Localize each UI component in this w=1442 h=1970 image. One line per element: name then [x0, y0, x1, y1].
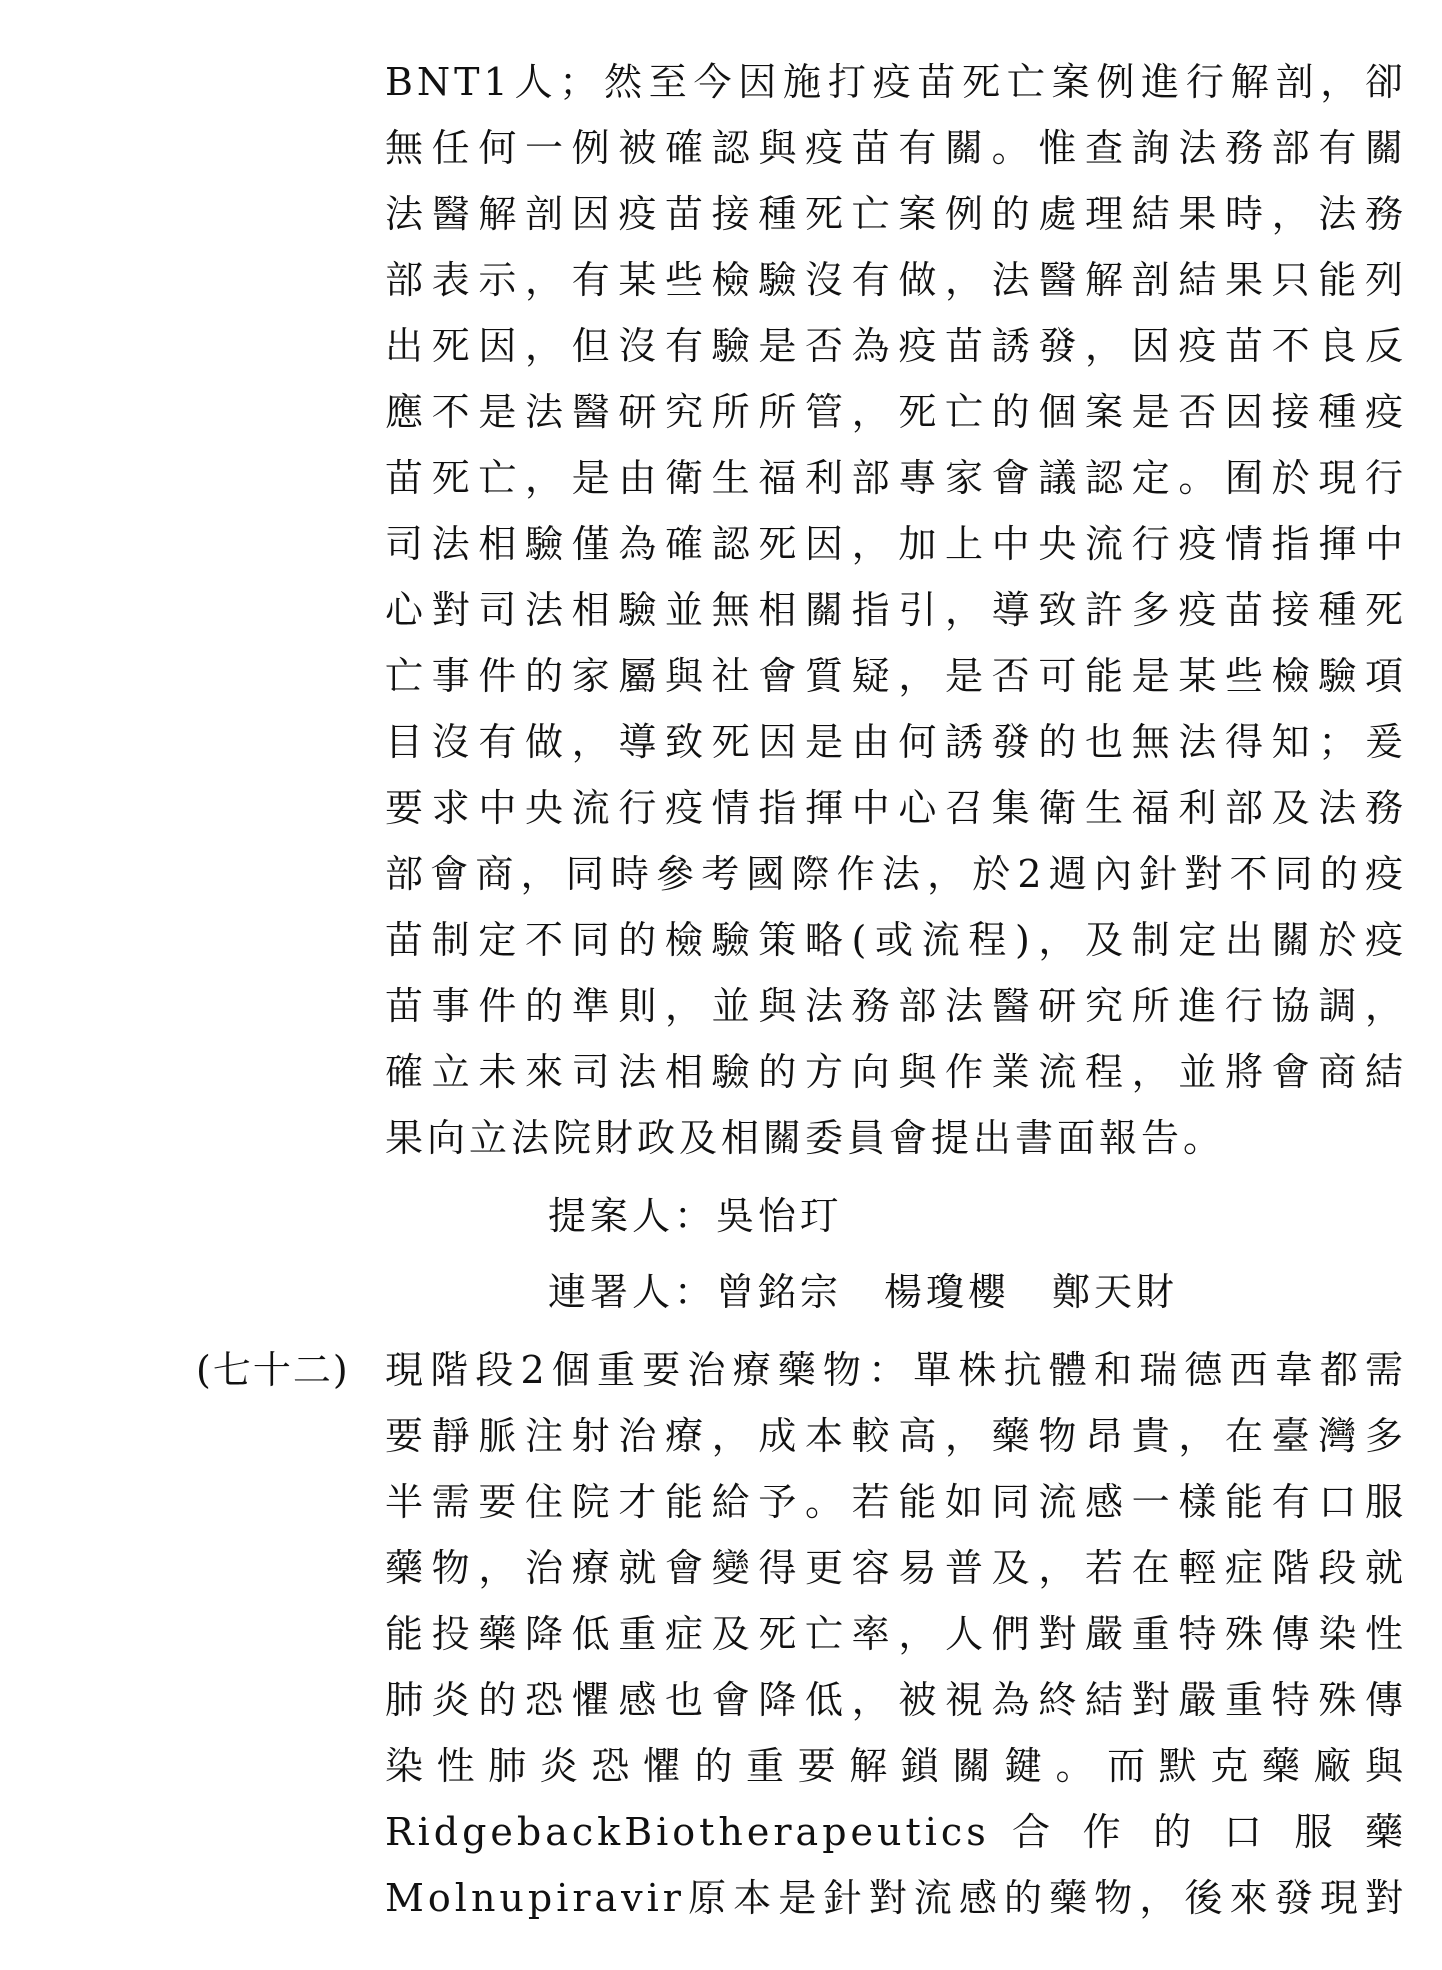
item-number: (七十二) — [196, 1348, 350, 1392]
paragraph-line: 出死因，但沒有驗是否為疫苗誘發，因疫苗不良反 — [385, 324, 1407, 368]
paragraph-line: 苗制定不同的檢驗策略(或流程)，及制定出關於疫 — [385, 918, 1407, 962]
item-line: 藥物，治療就會變得更容易普及，若在輕症階段就 — [385, 1546, 1407, 1590]
item-line: 肺炎的恐懼感也會降低，被視為終結對嚴重特殊傳 — [385, 1678, 1407, 1722]
paragraph-line: 心對司法相驗並無相關指引，導致許多疫苗接種死 — [385, 588, 1407, 632]
item-line: 半需要住院才能給予。若能如同流感一樣能有口服 — [385, 1480, 1407, 1524]
proposer-line: 提案人：吳怡玎 — [548, 1194, 843, 1238]
paragraph-line: 苗死亡，是由衛生福利部專家會議認定。囿於現行 — [385, 456, 1407, 500]
paragraph-line: 法醫解剖因疫苗接種死亡案例的處理結果時，法務 — [385, 192, 1407, 236]
item-line: 能投藥降低重症及死亡率，人們對嚴重特殊傳染性 — [385, 1612, 1407, 1656]
paragraph-line: 亡事件的家屬與社會質疑，是否可能是某些檢驗項 — [385, 654, 1407, 698]
paragraph-line: 部表示，有某些檢驗沒有做，法醫解剖結果只能列 — [385, 258, 1407, 302]
paragraph-line: BNT1人；然至今因施打疫苗死亡案例進行解剖，卻 — [385, 60, 1407, 104]
paragraph-line: 要求中央流行疫情指揮中心召集衛生福利部及法務 — [385, 786, 1407, 830]
item-line: Molnupiravir原本是針對流感的藥物，後來發現對 — [385, 1876, 1407, 1920]
item-line: 現階段2個重要治療藥物：單株抗體和瑞德西韋都需 — [385, 1348, 1407, 1392]
paragraph-line: 司法相驗僅為確認死因，加上中央流行疫情指揮中 — [385, 522, 1407, 566]
cosigners-line: 連署人：曾銘宗 楊瓊櫻 鄭天財 — [548, 1270, 1179, 1314]
paragraph-line: 部會商，同時參考國際作法，於2週內針對不同的疫 — [385, 852, 1407, 896]
paragraph-line: 無任何一例被確認與疫苗有關。惟查詢法務部有關 — [385, 126, 1407, 170]
item-line: RidgebackBiotherapeutics 合 作 的 口 服 藥 — [385, 1810, 1407, 1854]
paragraph-line: 苗事件的準則，並與法務部法醫研究所進行協調， — [385, 984, 1407, 1028]
item-line: 染性肺炎恐懼的重要解鎖關鍵。而默克藥廠與 — [385, 1744, 1407, 1788]
paragraph-line-last: 果向立法院財政及相關委員會提出書面報告。 — [385, 1116, 1226, 1160]
item-line: 要靜脈注射治療，成本較高，藥物昂貴，在臺灣多 — [385, 1414, 1407, 1458]
paragraph-line: 確立未來司法相驗的方向與作業流程，並將會商結 — [385, 1050, 1407, 1094]
paragraph-line: 目沒有做，導致死因是由何誘發的也無法得知；爰 — [385, 720, 1407, 764]
paragraph-line: 應不是法醫研究所所管，死亡的個案是否因接種疫 — [385, 390, 1407, 434]
